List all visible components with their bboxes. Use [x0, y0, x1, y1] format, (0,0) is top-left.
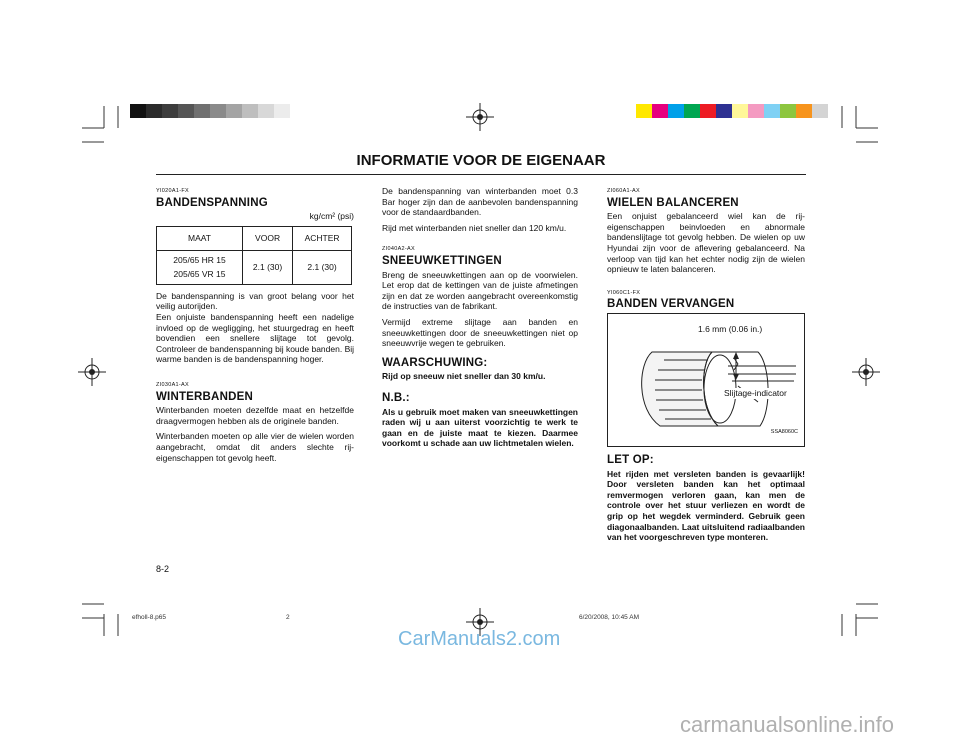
table-cell-rear: 2.1 (30): [293, 250, 352, 284]
gray-swatch: [178, 104, 194, 118]
gray-swatch: [274, 104, 290, 118]
tire-size-1: 205/65 HR 15: [173, 255, 226, 266]
color-swatch: [652, 104, 668, 118]
column-1: [156, 186, 354, 468]
heading-winterbanden: WINTERBANDEN: [156, 390, 253, 403]
gray-swatch: [146, 104, 162, 118]
page-title: INFORMATIE VOOR DE EIGENAAR: [356, 152, 606, 169]
color-swatch: [780, 104, 796, 118]
color-swatch: [716, 104, 732, 118]
heading-bandenspanning: BANDENSPANNING: [156, 196, 268, 209]
section-code: ZI030A1-AX: [156, 381, 189, 388]
title-rule: [156, 174, 806, 175]
table-header-size: MAAT: [157, 226, 243, 250]
color-swatch: [764, 104, 780, 118]
table-header-rear: ACHTER: [293, 226, 352, 250]
gray-swatch: [258, 104, 274, 118]
paragraph: Winterbanden moeten dezelfde maat en hetzelfde draagvermogen hebben als de originele banden.: [156, 405, 354, 426]
heading-banden-vervangen: BANDEN VERVANGEN: [607, 298, 735, 311]
gray-swatch: [130, 104, 146, 118]
pressure-unit: kg/cm² (psi): [309, 211, 354, 222]
paragraph: Rijd met winterbanden niet sneller dan 120 km/u.: [382, 222, 567, 233]
table-cell-size: [157, 250, 243, 284]
indicator-label: Slijtage-indicator: [724, 387, 787, 398]
depth-label: 1.6 mm (0.06 in.): [698, 323, 763, 334]
gray-swatch: [194, 104, 210, 118]
color-swatch: [700, 104, 716, 118]
gray-swatch: [242, 104, 258, 118]
note-title: N.B.:: [382, 391, 410, 404]
heading-sneeuwkettingen: SNEEUWKETTINGEN: [382, 254, 502, 267]
column-3: [607, 186, 805, 548]
gray-swatch: [226, 104, 242, 118]
heading-wielen-balanceren: WIELEN BALANCEREN: [607, 196, 739, 209]
table-cell-front: 2.1 (30): [243, 250, 293, 284]
caution-title: LET OP:: [607, 453, 654, 466]
note-text: Als u gebruik moet maken van sneeuwkettingen raden wij u aan uiterst voorzichtig te werk te gaan en de juiste maat te kiezen. Daarmee voorkomt u schade aan uw lichtmetalen wielen.: [382, 406, 578, 449]
section-code: ZI040A2-AX: [382, 246, 415, 253]
color-swatch: [732, 104, 748, 118]
watermark-bottom: carmanualsonline.info: [680, 712, 895, 737]
paragraph: De bandenspanning is van groot belang voor het veilig autorijden.: [156, 290, 354, 312]
color-swatch: [668, 104, 684, 118]
color-swatch: [796, 104, 812, 118]
gray-swatch: [162, 104, 178, 118]
paragraph: Een onjuiste bandenspanning heeft een nadelige invloed op de wegligging, het stuurgedrag en heeft bovendien een snellere slijtage tot gevolg. Controleer de bandenspanning bij koude banden. Bij warme banden is de bandenspanning hoger.: [156, 311, 355, 365]
color-swatch: [812, 104, 828, 118]
warning-text: Rijd op sneeuw niet sneller dan 30 km/u.: [382, 371, 546, 382]
file-timestamp: 6/20/2008, 10:45 AM: [579, 614, 639, 621]
tire-wear-figure: [607, 313, 805, 447]
file-name: efholl-8.p65: [132, 614, 166, 621]
paragraph: Vermijd extreme slijtage aan banden en sneeuwkettingen door de sneeuwkettingen niet op sneeuwvrije wegen te gebruiken.: [382, 316, 578, 349]
tire-size-2: 205/65 VR 15: [173, 268, 226, 279]
pressure-table: [156, 226, 352, 285]
paragraph: Een onjuist gebalanceerd wiel kan de rij-eigenschappen beinvloeden en abnormale bandenslijtage tot gevolg hebben. De wielen op uw Hyundai zijn voor de aflevering gebalanceerd. Na verloop van tijd kan het echter nodig zijn de wielen opnieuw te laten balanceren.: [607, 211, 805, 275]
paragraph: Breng de sneeuwkettingen aan op de voorwielen. Let erop dat de kettingen van de juiste afmetingen zijn en dat ze worden aangebracht overeenkomstig de instructies van de fabrikant.: [382, 269, 578, 312]
color-bar: [636, 104, 828, 118]
color-swatch: [748, 104, 764, 118]
paragraph: De bandenspanning van winterbanden moet 0.3 Bar hoger zijn dan de aanbevolen bandenspanning voor de standaardbanden.: [382, 186, 578, 218]
page-number: 8-2: [156, 564, 170, 574]
watermark-top: CarManuals2.com: [398, 628, 561, 650]
gray-swatch: [210, 104, 226, 118]
paragraph: Winterbanden moeten op alle vier de wielen worden aangebracht, omdat dit anders slechte rij-eigenschappen tot gevolg heeft.: [156, 431, 354, 463]
color-swatch: [684, 104, 700, 118]
column-2: [382, 186, 578, 454]
figure-code: SSA8060C: [770, 429, 798, 436]
file-page: 2: [286, 614, 290, 621]
section-code: YI060C1-FX: [607, 289, 641, 296]
table-header-front: VOOR: [243, 226, 293, 250]
section-code: YI020A1-FX: [156, 188, 189, 194]
color-swatch: [636, 104, 652, 118]
section-code: ZI060A1-AX: [607, 188, 640, 194]
grayscale-bar: [130, 104, 290, 118]
caution-text: Het rijden met versleten banden is gevaarlijk! Door versleten banden kan het optimaal remvermogen verloren gaan, kan men de controle over het stuur verliezen en wordt de grip op het wegdek verminderd. Gebruik geen diagonaalbanden. Laat uitsluitend radiaalbanden van het voorgeschreven type monteren.: [607, 468, 805, 543]
warning-title: WAARSCHUWING:: [382, 356, 488, 369]
